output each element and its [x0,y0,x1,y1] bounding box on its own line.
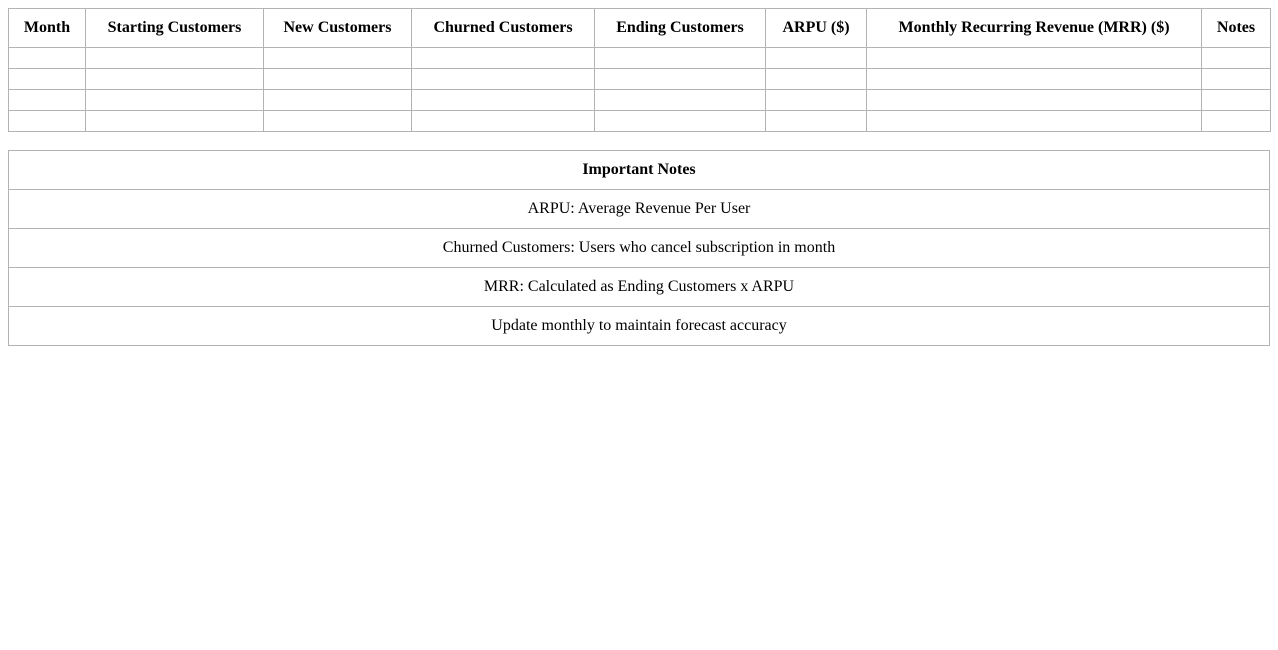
table-cell[interactable] [412,48,595,69]
table-cell[interactable] [867,69,1202,90]
table-cell[interactable] [1202,90,1271,111]
table-cell[interactable] [766,111,867,132]
header-row [9,9,1271,48]
table-cell[interactable] [86,69,264,90]
table-cell[interactable] [86,90,264,111]
note-update-reminder: Update monthly to maintain forecast accuracy [9,307,1270,346]
table-cell[interactable] [867,111,1202,132]
list-item [9,307,1270,346]
column-header-mrr: Monthly Recurring Revenue (MRR) ($) [867,9,1202,48]
notes-header-row [9,151,1270,190]
table-cell[interactable] [9,111,86,132]
table-row [9,90,1271,111]
table-cell[interactable] [9,48,86,69]
list-item [9,190,1270,229]
notes-table [8,150,1270,346]
table-cell[interactable] [766,48,867,69]
table-cell[interactable] [86,48,264,69]
table-row [9,111,1271,132]
note-churned-definition: Churned Customers: Users who cancel subscription in month [9,229,1270,268]
forecast-table [8,8,1271,132]
table-cell[interactable] [595,69,766,90]
column-header-starting-customers: Starting Customers [86,9,264,48]
notes-title: Important Notes [9,151,1270,190]
table-cell[interactable] [264,90,412,111]
table-cell[interactable] [1202,111,1271,132]
table-cell[interactable] [1202,69,1271,90]
table-cell[interactable] [412,69,595,90]
table-cell[interactable] [867,90,1202,111]
table-cell[interactable] [595,111,766,132]
list-item [9,229,1270,268]
table-cell[interactable] [264,111,412,132]
table-cell[interactable] [766,69,867,90]
list-item [9,268,1270,307]
column-header-new-customers: New Customers [264,9,412,48]
table-cell[interactable] [9,69,86,90]
table-cell[interactable] [867,48,1202,69]
table-cell[interactable] [264,69,412,90]
table-cell[interactable] [9,90,86,111]
table-row [9,48,1271,69]
table-cell[interactable] [766,90,867,111]
table-row [9,69,1271,90]
column-header-churned-customers: Churned Customers [412,9,595,48]
column-header-month: Month [9,9,86,48]
table-cell[interactable] [595,48,766,69]
note-mrr-calculation: MRR: Calculated as Ending Customers x ARPU [9,268,1270,307]
column-header-ending-customers: Ending Customers [595,9,766,48]
table-cell[interactable] [264,48,412,69]
note-arpu-definition: ARPU: Average Revenue Per User [9,190,1270,229]
table-cell[interactable] [1202,48,1271,69]
table-cell[interactable] [86,111,264,132]
column-header-notes: Notes [1202,9,1271,48]
column-header-arpu: ARPU ($) [766,9,867,48]
table-cell[interactable] [412,90,595,111]
table-cell[interactable] [595,90,766,111]
table-cell[interactable] [412,111,595,132]
